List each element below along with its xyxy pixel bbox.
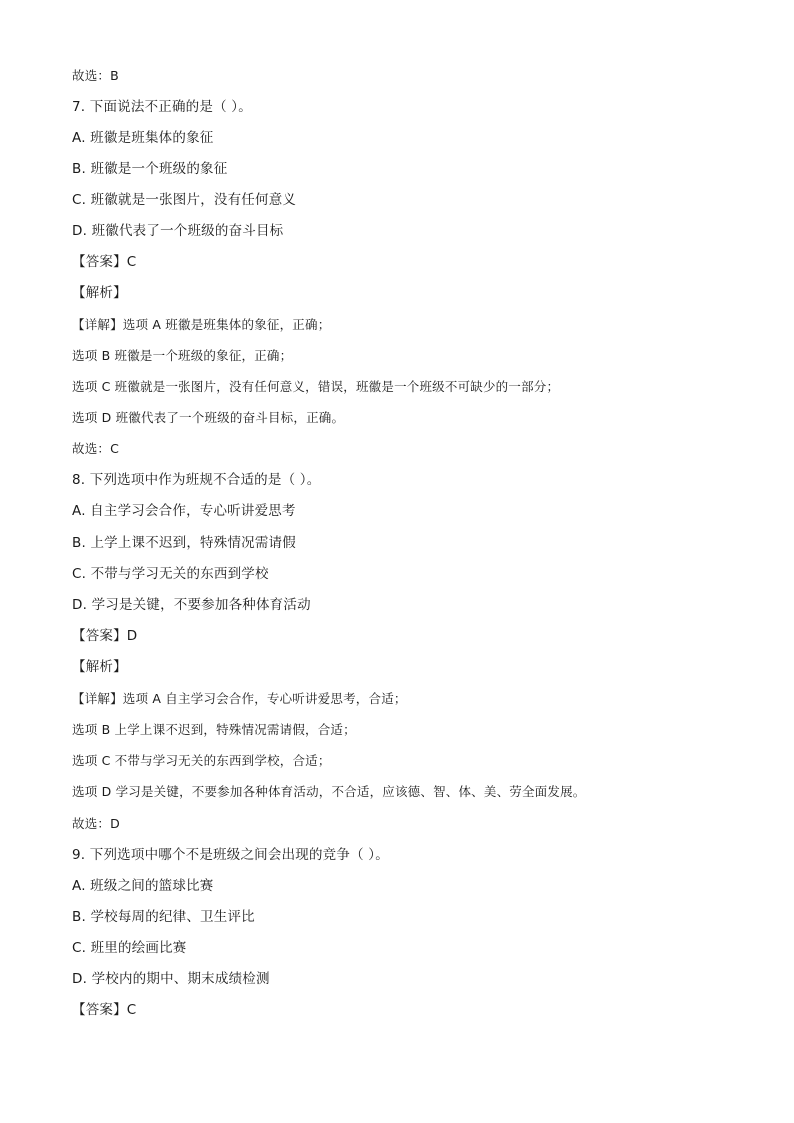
question-8-stem: 8. 下列选项中作为班规不合适的是（ ）。	[72, 472, 321, 488]
question-7-detail-line: 【详解】选项 A 班徽是班集体的象征，正确；	[72, 317, 331, 332]
question-7-detail-line: 选项 D 班徽代表了一个班级的奋斗目标，正确。	[72, 410, 345, 425]
question-7-detail-line: 选项 C 班徽就是一张图片，没有任何意义，错误，班徽是一个班级不可缺少的一部分；	[72, 379, 560, 394]
question-9-option-b: B. 学校每周的纪律、卫生评比	[72, 909, 255, 925]
question-7-option-b: B. 班徽是一个班级的象征	[72, 161, 228, 177]
question-8-detail-line: 【详解】选项 A 自主学习会合作，专心听讲爱思考，合适；	[72, 691, 407, 706]
question-9-option-c: C. 班里的绘画比赛	[72, 940, 187, 956]
question-7-conclusion: 故选：C	[72, 441, 120, 456]
question-7-option-d: D. 班徽代表了一个班级的奋斗目标	[72, 223, 284, 239]
question-7-option-c: C. 班徽就是一张图片，没有任何意义	[72, 192, 297, 208]
question-8-detail-line: 选项 D 学习是关键，不要参加各种体育活动，不合适，应该德、智、体、美、劳全面发展。	[72, 784, 586, 799]
question-9-answer: 【答案】C	[72, 1002, 137, 1018]
question-7-answer: 【答案】C	[72, 254, 137, 270]
question-8-detail-line: 选项 C 不带与学习无关的东西到学校，合适；	[72, 753, 331, 768]
question-8-answer: 【答案】D	[72, 628, 138, 644]
question-9-option-d: D. 学校内的期中、期末成绩检测	[72, 971, 270, 987]
question-7-stem: 7. 下面说法不正确的是（ ）。	[72, 99, 252, 115]
question-8-option-d: D. 学习是关键，不要参加各种体育活动	[72, 597, 311, 613]
question-8-detail-line: 选项 B 上学上课不迟到，特殊情况需请假，合适；	[72, 722, 356, 737]
question-7-option-a: A. 班徽是班集体的象征	[72, 130, 214, 146]
answer-conclusion-line: 故选：B	[72, 68, 119, 83]
question-8-analysis-heading: 【解析】	[72, 659, 127, 675]
question-8-option-b: B. 上学上课不迟到，特殊情况需请假	[72, 535, 296, 551]
question-8-option-c: C. 不带与学习无关的东西到学校	[72, 566, 269, 582]
question-7-detail-line: 选项 B 班徽是一个班级的象征，正确；	[72, 348, 293, 363]
question-8-option-a: A. 自主学习会合作，专心听讲爱思考	[72, 503, 296, 519]
question-9-option-a: A. 班级之间的篮球比赛	[72, 878, 214, 894]
question-9-stem: 9. 下列选项中哪个不是班级之间会出现的竞争（ ）。	[72, 847, 389, 863]
question-8-conclusion: 故选：D	[72, 816, 120, 831]
question-7-analysis-heading: 【解析】	[72, 285, 127, 301]
